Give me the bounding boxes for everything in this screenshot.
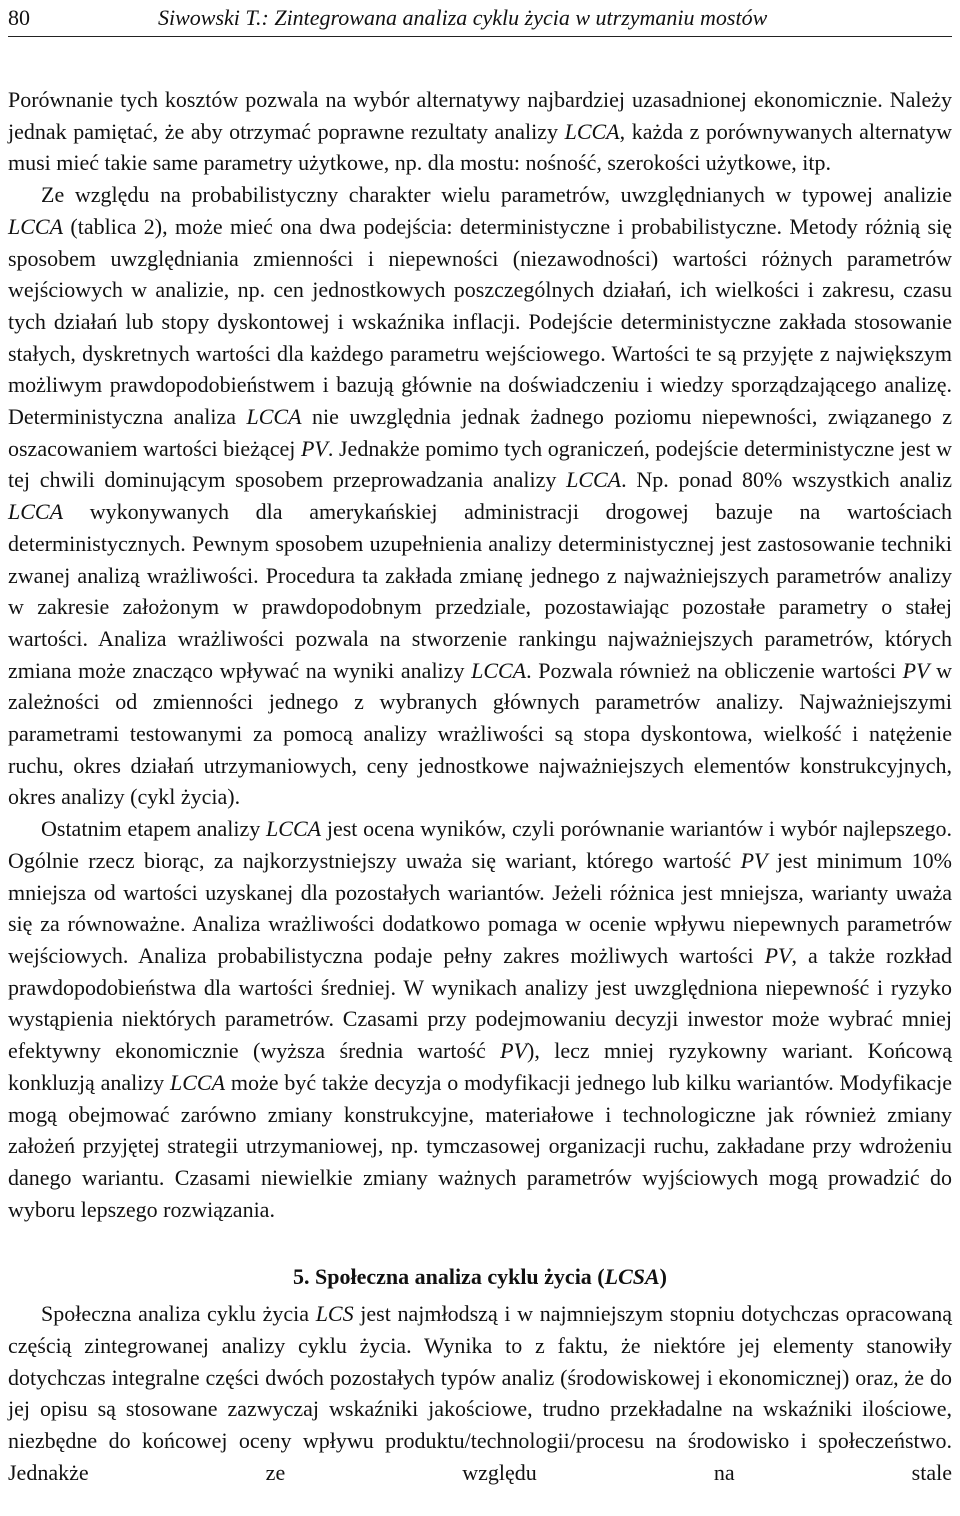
italic-term: PV — [500, 1038, 528, 1064]
paragraph — [8, 179, 952, 813]
section-heading-abbrev: LCSA — [604, 1264, 660, 1290]
text-run: Społeczna analiza cyklu życia — [41, 1301, 316, 1327]
italic-term: LCCA — [8, 213, 64, 239]
text-run: wykonywanych dla amerykańskiej administracji drogowej bazuje na wartościach deterministycznych. Pewnym sposobem uzupełnienia analizy deterministycznej jest zastosowanie techniki zwanej analizą wrażliwości. Procedura ta zakłada zmianę jednego z najważniejszych parametrów analizy w zakresie założonym w prawdopodobnym przedziale, pozostawiając pozostałe parametry o stałej wartości. Analiza wrażliwości pozwala na stworzenie rankingu najważniejszych parametrów, których zmiana może znacząco wpływać na wyniki analizy — [8, 499, 952, 683]
italic-term: LCCA — [566, 467, 622, 493]
section-heading-close: ) — [659, 1264, 667, 1290]
text-run: , każda z porównywanych alternatyw musi mieć takie same parametry użytkowe, np. dla mostu: nośność, szerokości użytkowe, itp. — [8, 118, 952, 176]
running-title: Siwowski T.: Zintegrowana analiza cyklu życia w utrzymaniu mostów — [158, 5, 768, 30]
text-run: . Np. ponad 80% wszystkich analiz — [621, 467, 953, 493]
text-run: ), lecz mniej ryzykowny wariant. Końcową konkluzją analizy — [8, 1038, 952, 1095]
italic-term: LCCA — [246, 404, 302, 430]
paragraph — [8, 1298, 952, 1488]
page-body — [8, 84, 952, 1489]
italic-term: PV — [764, 942, 792, 968]
italic-term: LCCA — [8, 499, 64, 525]
text-run: może być także decyzja o modyfikacji jednego lub kilku wariantów. Modyfikacje mogą obejmować zarówno zmiany konstrukcyjne, materiałowe i technologiczne jak również zmiany założeń przyjętej strategii utrzymaniowej, np. tymczasowej organizacji ruchu, zakładane przy wdrożeniu danego wariantu. Czasami niewielkie zmiany ważnych parametrów wyjściowych mogą prowadzić do wyboru lepszego rozwiązania. — [8, 1069, 952, 1222]
italic-term: PV — [902, 657, 930, 683]
running-header — [8, 0, 952, 37]
section-heading — [8, 1263, 952, 1291]
text-run: jest najmłodszą i w najmniejszym stopniu dotychczas opracowaną częścią zintegrowanej analizy cyklu życia. Wynika to z faktu, że niektóre jej elementy stanowiły dotychczas integralne części dwóch pozostałych typów analiz (środowiskowej i ekonomicznej) oraz, że do jej opisu są stosowane zazwyczaj wskaźniki jakościowe, trudno przekładalne na wskaźniki ilościowe, niezbędne do końcowej oceny wpływu produktu/technologii/procesu na środowisko i społeczeństwo. Jednakże ze względu na stale — [8, 1301, 952, 1485]
italic-term: LCCA — [169, 1069, 226, 1095]
section-heading-text: 5. Społeczna analiza cyklu życia ( — [292, 1264, 605, 1290]
text-run: jest minimum 10% mniejsza od wartości uzyskanej dla pozostałych wariantów. Jeżeli różnica jest mniejsza, warianty uważa się za równoważne. Analiza wrażliwości dodatkowo pomaga w ocenie wpływu niepewnych parametrów wejściowych. Analiza probabilistyczna podaje pełny zakres możliwych wartości — [8, 847, 952, 968]
text-run: w zależności od zmienności jednego z wybranych głównych parametrów analizy. Najważniejszymi parametrami testowanymi za pomocą analizy wrażliwości są stopa dyskontowa, wielkość i natężenie ruchu, okres działań utrzymaniowych, ceny jednostkowe najważniejszych elementów konstrukcyjnych, okres analizy (cykl życia). — [8, 657, 953, 810]
italic-term: PV — [300, 435, 328, 461]
text-run: Porównanie tych kosztów pozwala na wybór alternatywy najbardziej uzasadnionej ekonomicznie. Należy jednak pamiętać, że aby otrzymać poprawne rezultaty analizy — [8, 87, 952, 144]
italic-term: LCCA — [266, 816, 322, 842]
text-run: , a także rozkład prawdopodobieństwa dla wartości średniej. W wynikach analizy jest uwzględniona niepewność i ryzyko wystąpienia niektórych parametrów. Czasami przy podejmowaniu decyzji inwestor może wybrać mniej efektywny ekonomicznie (wyższa średnia wartość — [8, 942, 952, 1064]
paragraph — [8, 84, 952, 179]
text-run: jest ocena wyników, czyli porównanie wariantów i wybór najlepszego. Ogólnie rzecz biorąc, za najkorzystniejszy uważa się wariant, którego wartość — [8, 816, 952, 873]
page-number: 80 — [8, 5, 30, 30]
italic-term: LCCA — [564, 118, 620, 144]
italic-term: PV — [740, 847, 768, 873]
text-run: . Pozwala również na obliczenie wartości — [526, 657, 903, 683]
text-run: (tablica 2), może mieć ona dwa podejścia: deterministyczne i probabilistyczne. Metody różnią się sposobem uwzględniania zmienności i niepewności (niezawodności) wartości różnych parametrów wejściowych w analizie, np. cen jednostkowych poszczególnych działań, ich wielkości i zakresu, czasu tych działań lub stopy dyskontowej i wskaźnika inflacji. Podejście deterministyczne zakłada stosowanie stałych, dyskretnych wartości dla każdego parametru wejściowego. Wartości te są przyjęte z największym możliwym prawdopodobieństwem i bazują głównie na doświadczeniu i wiedzy sporządzającego analizę. Deterministyczna analiza — [8, 213, 952, 430]
italic-term: LCS — [315, 1301, 354, 1327]
text-run: nie uwzględnia jednak żadnego poziomu niepewności, związanego z oszacowaniem wartości bieżącej — [8, 404, 952, 461]
paragraph — [8, 813, 952, 1225]
text-run: Ostatnim etapem analizy — [41, 816, 267, 842]
text-run: . Jednakże pomimo tych ograniczeń, podejście deterministyczne jest w tej chwili dominującym sposobem przeprowadzania analizy — [8, 435, 953, 493]
italic-term: LCCA — [471, 657, 527, 683]
text-run: Ze względu na probabilistyczny charakter wielu parametrów, uwzględnianych w typowej analizie — [41, 182, 952, 208]
